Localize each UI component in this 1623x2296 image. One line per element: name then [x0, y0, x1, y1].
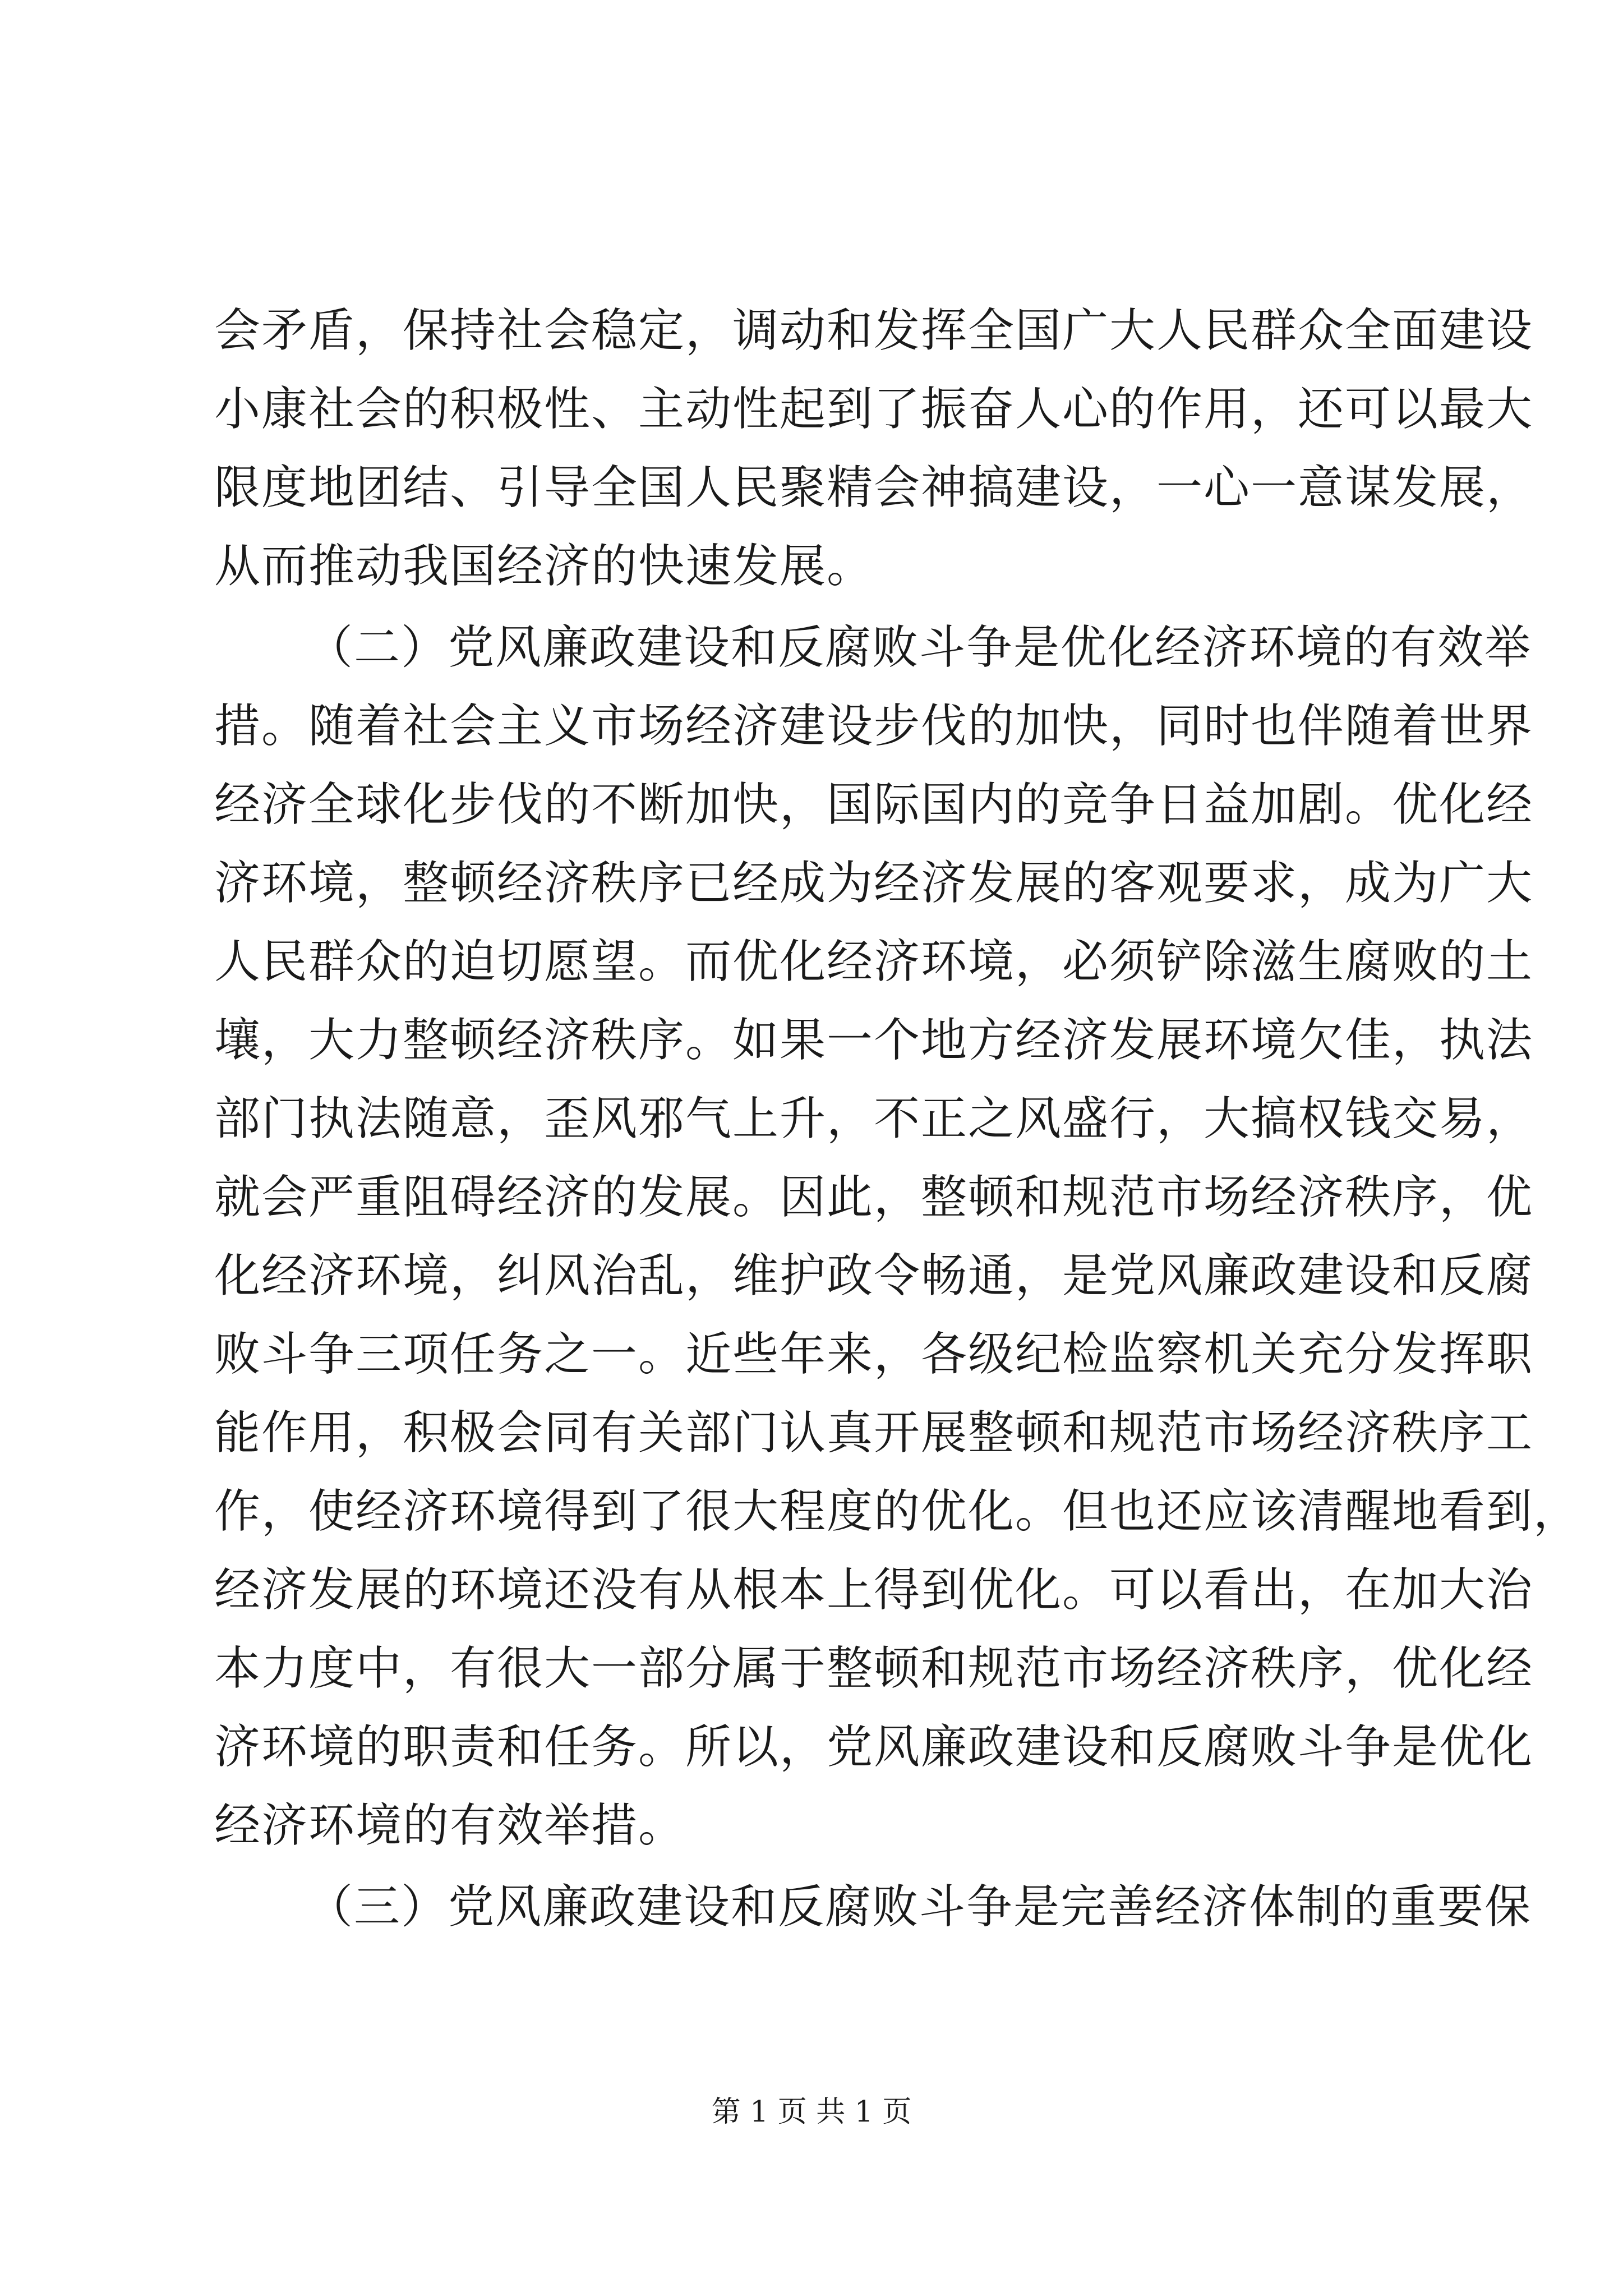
text-line: 人民群众的迫切愿望。而优化经济环境，必须铲除滋生腐败的土: [214, 935, 1534, 988]
text-line: 就会严重阻碍经济的发展。因此，整顿和规范市场经济秩序，优: [214, 1171, 1534, 1224]
text-line: 经济全球化步伐的不断加快，国际国内的竞争日益加剧。优化经: [214, 778, 1534, 831]
text-line: 化经济环境，纠风治乱，维护政令畅通，是党风廉政建设和反腐: [214, 1249, 1534, 1303]
text-line: 作，使经济环境得到了很大程度的优化。但也还应该清醒地看到，: [214, 1485, 1581, 1538]
text-line: 济环境的职责和任务。所以，党风廉政建设和反腐败斗争是优化: [214, 1720, 1534, 1774]
text-line: 经济发展的环境还没有从根本上得到优化。可以看出，在加大治: [214, 1563, 1534, 1617]
text-line: 济环境，整顿经济秩序已经成为经济发展的客观要求，成为广大: [214, 857, 1534, 910]
text-line: 会矛盾，保持社会稳定，调动和发挥全国广大人民群众全面建设: [214, 304, 1534, 357]
page-footer: 第 1 页 共 1 页: [711, 2095, 912, 2129]
text-line: 本力度中，有很大一部分属于整顿和规范市场经济秩序，优化经: [214, 1642, 1534, 1695]
text-line: 措。随着社会主义市场经济建设步伐的加快，同时也伴随着世界: [214, 700, 1534, 753]
text-line: 从而推动我国经济的快速发展。: [214, 540, 874, 593]
text-line: 经济环境的有效举措。: [214, 1799, 686, 1852]
text-line: 限度地团结、引导全国人民聚精会神搞建设，一心一意谋发展，: [214, 461, 1534, 514]
text-line: （三）党风廉政建设和反腐败斗争是完善经济体制的重要保: [307, 1880, 1532, 1934]
text-line: 壤，大力整顿经济秩序。如果一个地方经济发展环境欠佳，执法: [214, 1014, 1534, 1067]
text-line: 部门执法随意，歪风邪气上升，不正之风盛行，大搞权钱交易，: [214, 1092, 1534, 1145]
text-line: 败斗争三项任务之一。近些年来，各级纪检监察机关充分发挥职: [214, 1328, 1534, 1381]
text-line: 小康社会的积极性、主动性起到了振奋人心的作用，还可以最大: [214, 383, 1534, 436]
text-line: 能作用，积极会同有关部门认真开展整顿和规范市场经济秩序工: [214, 1406, 1534, 1460]
text-line: （二）党风廉政建设和反腐败斗争是优化经济环境的有效举: [307, 621, 1532, 674]
